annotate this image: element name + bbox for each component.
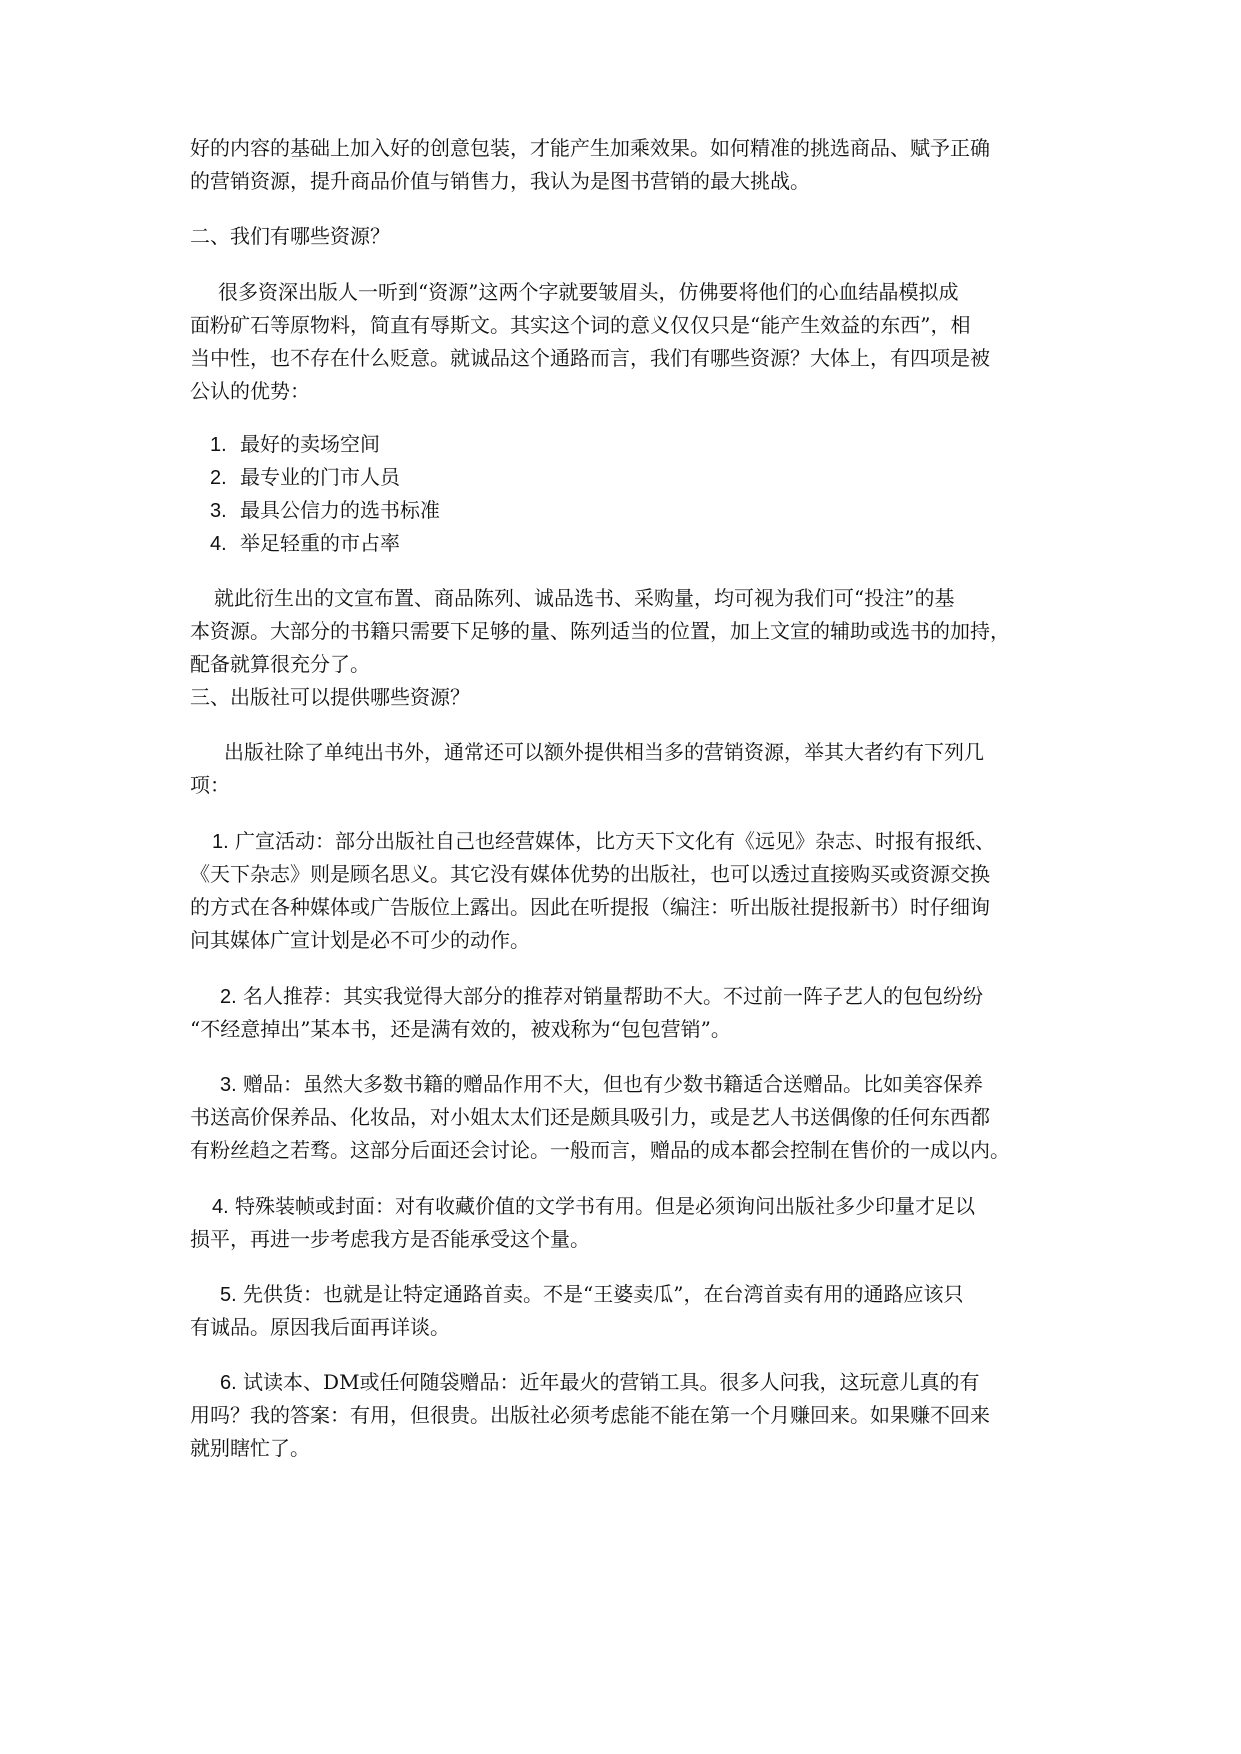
item-text: 名人推荐：其实我觉得大部分的推荐对销量帮助不大。不过前一阵子艺人的包包纷纷 <box>243 984 984 1008</box>
paragraph-line: 好的内容的基础上加入好的创意包装，才能产生加乘效果。如何精准的挑选商品、赋予正确 <box>190 136 990 160</box>
paragraph-line: 书送高价保养品、化妆品，对小姐太太们还是颇具吸引力，或是艺人书送偶像的任何东西都 <box>190 1105 990 1129</box>
numbered-paragraph-line <box>220 1366 980 1400</box>
paragraph-line: 的营销资源，提升商品价值与销售力，我认为是图书营销的最大挑战。 <box>190 169 810 193</box>
item-text: 特殊装帧或封面：对有收藏价值的文学书有用。但是必须询问出版社多少印量才足以 <box>235 1194 976 1218</box>
numbered-paragraph-line <box>212 1190 975 1224</box>
item-number: 1. <box>212 831 229 853</box>
list-text: 最好的卖场空间 <box>240 432 380 456</box>
paragraph-line: “不经意掉出”某本书，还是满有效的，被戏称为“包包营销”。 <box>190 1017 731 1041</box>
paragraph-line: 配备就算很充分了。 <box>190 652 370 676</box>
paragraph-line: 有粉丝趋之若骛。这部分后面还会讨论。一般而言，赠品的成本都会控制在售价的一成以内。 <box>190 1138 1010 1162</box>
item-number: 2. <box>220 986 237 1008</box>
numbered-paragraph-line <box>212 825 995 859</box>
paragraph-line: 就别瞎忙了。 <box>190 1436 310 1460</box>
paragraph-line: 的方式在各种媒体或广告版位上露出。因此在听提报（编注：听出版社提报新书）时仔细询 <box>190 895 990 919</box>
list-item <box>210 428 380 462</box>
paragraph-line: 损平，再进一步考虑我方是否能承受这个量。 <box>190 1227 590 1251</box>
paragraph-line: 公认的优势： <box>190 379 310 403</box>
numbered-paragraph-line <box>220 1068 983 1102</box>
numbered-paragraph-line <box>220 1278 964 1312</box>
list-text: 举足轻重的市占率 <box>240 531 400 555</box>
list-number: 2. <box>210 467 227 489</box>
paragraph-line: 当中性，也不存在什么贬意。就诚品这个通路而言，我们有哪些资源？大体上，有四项是被 <box>190 346 990 370</box>
paragraph-line: 有诚品。原因我后面再详谈。 <box>190 1315 450 1339</box>
item-number: 4. <box>212 1196 229 1218</box>
paragraph-line: 用吗？我的答案：有用，但很贵。出版社必须考虑能不能在第一个月赚回来。如果赚不回来 <box>190 1403 990 1427</box>
paragraph-line: 项： <box>190 773 230 797</box>
item-number: 5. <box>220 1284 237 1306</box>
list-number: 3. <box>210 500 227 522</box>
item-number: 3. <box>220 1074 237 1096</box>
section-heading: 三、出版社可以提供哪些资源？ <box>190 685 470 709</box>
list-number: 4. <box>210 533 227 555</box>
paragraph-line: 本资源。大部分的书籍只需要下足够的量、陈列适当的位置，加上文宣的辅助或选书的加持， <box>190 619 1010 643</box>
paragraph-line: 问其媒体广宣计划是必不可少的动作。 <box>190 928 530 952</box>
item-text: 赠品：虽然大多数书籍的赠品作用不大，但也有少数书籍适合送赠品。比如美容保养 <box>243 1072 984 1096</box>
paragraph-line: 《天下杂志》则是顾名思义。其它没有媒体优势的出版社，也可以透过直接购买或资源交换 <box>190 862 990 886</box>
list-text: 最专业的门市人员 <box>240 465 400 489</box>
item-text: 试读本、DM或任何随袋赠品：近年最火的营销工具。很多人问我，这玩意儿真的有 <box>243 1370 980 1394</box>
item-text: 先供货：也就是让特定通路首卖。不是“王婆卖瓜”，在台湾首卖有用的通路应该只 <box>243 1282 964 1306</box>
list-text: 最具公信力的选书标准 <box>240 498 440 522</box>
list-item <box>210 494 440 528</box>
item-text: 广宣活动：部分出版社自己也经营媒体，比方天下文化有《远见》杂志、时报有报纸、 <box>235 829 996 853</box>
item-number: 6. <box>220 1372 237 1394</box>
paragraph-line: 面粉矿石等原物料，简直有辱斯文。其实这个词的意义仅仅只是“能产生效益的东西”，相 <box>190 313 971 337</box>
section-heading: 二、我们有哪些资源？ <box>190 224 390 248</box>
list-item <box>210 461 400 495</box>
paragraph-line: 很多资深出版人一听到“资源”这两个字就要皱眉头，仿佛要将他们的心血结晶模拟成 <box>218 280 959 304</box>
paragraph-line: 出版社除了单纯出书外，通常还可以额外提供相当多的营销资源，举其大者约有下列几 <box>224 740 984 764</box>
list-number: 1. <box>210 434 227 456</box>
numbered-paragraph-line <box>220 980 983 1014</box>
paragraph-line: 就此衍生出的文宣布置、商品陈列、诚品选书、采购量，均可视为我们可“投注”的基 <box>214 586 955 610</box>
list-item <box>210 527 400 561</box>
